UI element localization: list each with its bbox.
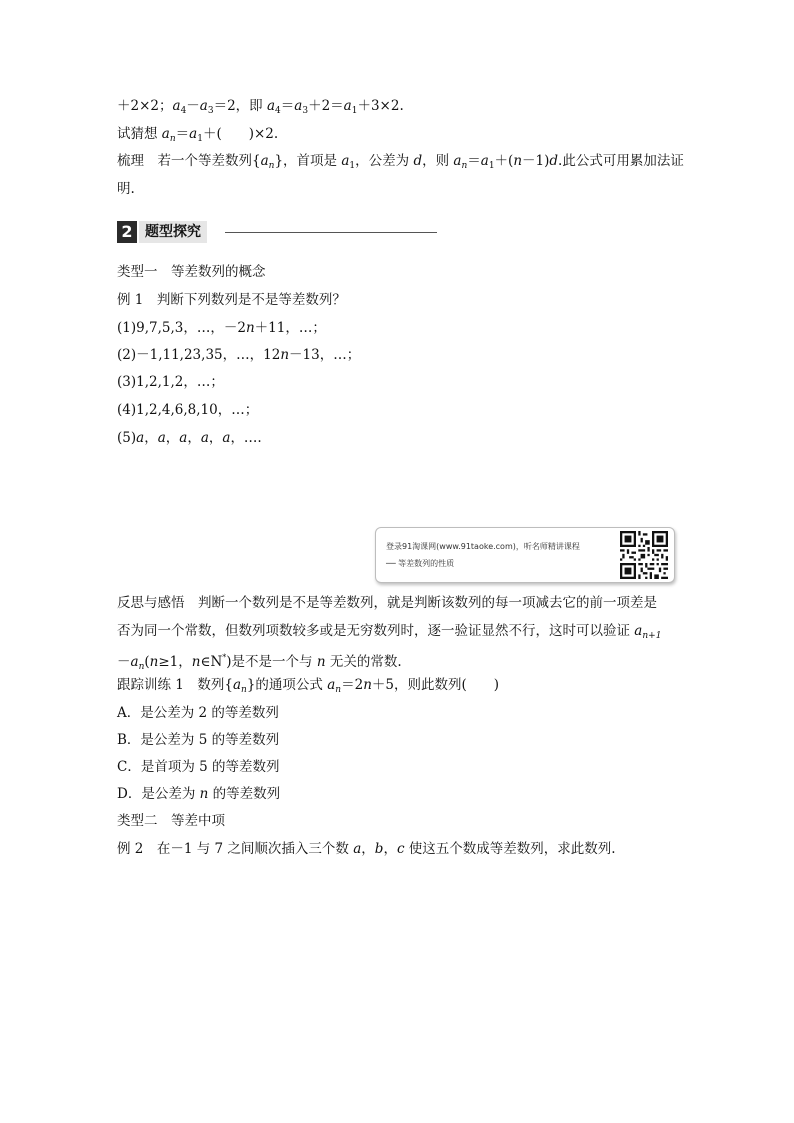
var: a: [172, 98, 181, 114]
section-header: [117, 219, 437, 245]
text-line-3: [117, 151, 684, 176]
option-a[interactable]: A．是公差为 2 的等差数列: [117, 705, 279, 721]
text: 跟踪训练 1 数列{: [117, 677, 233, 693]
var: a: [161, 126, 170, 142]
var: a: [199, 98, 208, 114]
option-c[interactable]: C．是首项为 5 的等差数列: [117, 759, 280, 775]
text: .此公式可用累加法证: [558, 153, 684, 169]
var: c: [396, 841, 405, 857]
text: }，首项是: [274, 153, 342, 169]
text: )是不是一个与: [226, 654, 317, 670]
sub: 1: [349, 161, 356, 171]
var: a: [157, 430, 166, 446]
var: a: [353, 841, 362, 857]
example1-item-4: (4)1,2,4,6,8,10，…；: [117, 402, 259, 418]
var: a: [343, 98, 352, 114]
text: ，: [187, 430, 201, 446]
var: a: [327, 677, 336, 693]
var: n: [191, 654, 201, 670]
text: ＋2×2；: [117, 98, 173, 114]
option-b[interactable]: B．是公差为 5 的等差数列: [117, 732, 280, 748]
var: a: [200, 430, 209, 446]
var: a: [179, 430, 188, 446]
text: －13，…；: [289, 347, 361, 363]
sub: n: [461, 161, 468, 171]
var: a: [260, 153, 269, 169]
reflection-line-3: [117, 648, 402, 677]
sub: n: [241, 685, 247, 695]
text: ，: [144, 430, 158, 446]
sub: 1: [488, 161, 495, 171]
example1-item-5: [117, 428, 262, 448]
reflection-line-1: 反思与感悟 判断一个数列是不是等差数列，就是判断该数列的每一项减去它的前一项差是: [117, 595, 657, 611]
sub: n: [268, 161, 275, 171]
section-number: 2: [117, 221, 137, 243]
text-line-4: 明.: [117, 181, 135, 197]
text: 否为同一个常数，但数列项数较多或是无穷数列时，逐一验证显然不行，这时可以验证: [117, 623, 635, 639]
var: n: [280, 347, 290, 363]
text: 例 2 在－1 与 7 之间顺次插入三个数: [117, 841, 354, 857]
text: 试猜想: [117, 126, 162, 142]
var: n: [149, 654, 159, 670]
sup: *: [222, 653, 227, 662]
practice-question: [117, 675, 499, 700]
var: a: [222, 430, 231, 446]
text: ＝: [280, 98, 295, 114]
text-line-2: [117, 124, 278, 149]
sub: n: [169, 134, 176, 144]
text: (: [144, 654, 150, 670]
text: ＝2: [341, 677, 364, 693]
var: a: [136, 430, 145, 446]
var: a: [480, 153, 489, 169]
text: (5): [117, 430, 137, 446]
var: n: [363, 677, 372, 693]
sub: 1: [197, 134, 203, 144]
sub: 3: [207, 106, 214, 116]
sub: 4: [180, 106, 187, 116]
section-divider: [225, 232, 437, 233]
text: ，则: [422, 153, 454, 169]
banner-line-1: 登录91淘课网(www.91taoke.com)，听名师精讲课程: [386, 542, 580, 551]
reflection-line-2: [117, 621, 661, 646]
text: ＋11，…；: [254, 320, 326, 336]
var: n: [316, 654, 326, 670]
var: a: [266, 98, 276, 114]
sub: 1: [351, 106, 358, 116]
var: d: [549, 153, 559, 169]
text: }的通项公式: [246, 677, 328, 693]
text: ，: [165, 430, 180, 446]
text: －1): [522, 153, 550, 169]
sub: n: [335, 685, 342, 695]
sub: 3: [302, 106, 309, 116]
text: ＋2＝: [308, 98, 344, 114]
course-banner[interactable]: [375, 527, 675, 583]
section-title: 题型探究: [139, 221, 207, 243]
text: ，….: [230, 430, 262, 446]
text: ＋(: [494, 153, 514, 169]
text: ＋( )×2.: [202, 126, 279, 142]
text: 无关的常数.: [325, 654, 402, 670]
text: ＋5，则此数列( ): [371, 677, 500, 693]
var: n: [199, 786, 209, 802]
text: D．是公差为: [117, 786, 200, 802]
var: b: [374, 841, 384, 857]
var: a: [232, 677, 242, 693]
var: a: [341, 153, 350, 169]
text: (2)－1,11,23,35，…，12: [117, 347, 281, 363]
text: ，: [383, 841, 397, 857]
text: ，: [208, 430, 223, 446]
var: a: [294, 98, 303, 114]
text: －: [186, 98, 200, 114]
var: n: [513, 153, 523, 169]
example1-item-2: [117, 345, 360, 365]
text: －: [117, 654, 131, 670]
type2-heading: 类型二 等差中项: [117, 813, 225, 829]
type1-heading: 类型一 等差数列的概念: [117, 264, 266, 280]
example1-item-1: [117, 318, 326, 338]
text: 的等差数列: [208, 786, 281, 802]
sub: 4: [275, 106, 281, 116]
text: 梳理 若一个等差数列{: [117, 153, 261, 169]
var: a: [453, 153, 462, 169]
text: ＝: [175, 126, 190, 142]
sub: n+1: [642, 631, 662, 641]
var: a: [130, 654, 139, 670]
var: a: [189, 126, 198, 142]
text: ＝2，即: [213, 98, 267, 114]
var: n: [245, 320, 255, 336]
text: ，: [361, 841, 375, 857]
banner-line-2: ── 等差数列的性质: [386, 559, 455, 568]
example1-label: 例 1 判断下列数列是不是等差数列？: [117, 292, 346, 308]
var: a: [634, 623, 643, 639]
example2-question: [117, 839, 616, 859]
option-d[interactable]: [117, 784, 280, 804]
var: d: [413, 153, 423, 169]
text: ，公差为: [355, 153, 414, 169]
text: ＝: [467, 153, 481, 169]
text: ≥1，: [158, 654, 192, 670]
text-line-1: [117, 96, 404, 121]
text: ∈N: [200, 654, 223, 670]
example1-item-3: (3)1,2,1,2，…；: [117, 374, 224, 390]
sub: n: [138, 662, 145, 672]
qr-code-icon[interactable]: [620, 531, 668, 579]
text: ＋3×2.: [357, 98, 404, 114]
text: 使这五个数成等差数列，求此数列.: [404, 841, 616, 857]
text: (1)9,7,5,3，…，－2: [117, 320, 246, 336]
